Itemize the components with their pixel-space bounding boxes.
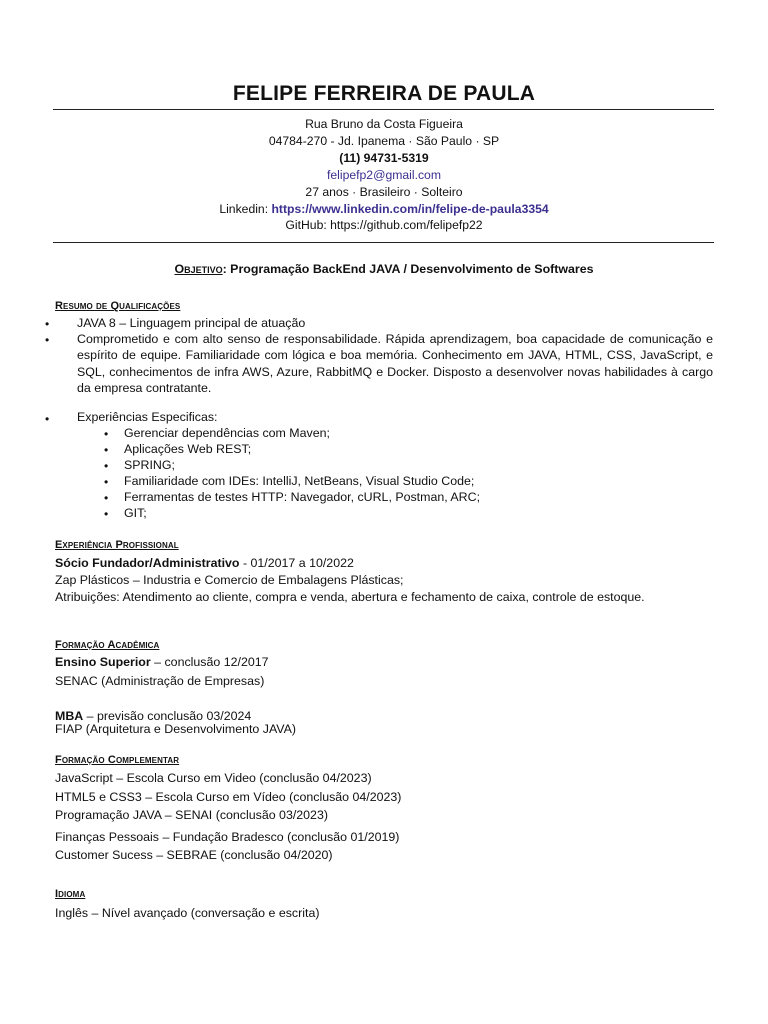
degree-status: – previsão conclusão 03/2024: [83, 709, 252, 723]
objective-text: : Programação BackEnd JAVA / Desenvolvimento de Softwares: [222, 262, 594, 276]
skill-item: Gerenciar dependências com Maven;: [124, 426, 330, 440]
degree-name: Ensino Superior: [55, 655, 151, 669]
bullet-icon: •: [104, 491, 109, 505]
candidate-name: FELIPE FERREIRA DE PAULA: [232, 82, 536, 105]
language-item: Inglês – Nível avançado (conversação e escrita): [55, 906, 320, 920]
bullet-icon: •: [104, 507, 109, 521]
personal-info: 27 anos · Brasileiro · Solteiro: [305, 184, 463, 199]
experience-duties: Atribuições: Atendimento ao cliente, compra e venda, abertura e fechamento de caixa, controle de estoque.: [55, 590, 645, 604]
github-line: GitHub: https://github.com/felipefp22: [285, 218, 483, 233]
phone-number: (11) 94731-5319: [339, 150, 429, 165]
skill-item: Familiaridade com IDEs: IntelliJ, NetBeans, Visual Studio Code;: [124, 474, 475, 488]
course-item: Finanças Pessoais – Fundação Bradesco (conclusão 01/2019): [55, 830, 400, 844]
degree-line: [55, 655, 269, 669]
bullet-icon: •: [104, 475, 109, 489]
course-item: Customer Sucess – SEBRAE (conclusão 04/2020): [55, 848, 333, 862]
course-item: Programação JAVA – SENAI (conclusão 03/2023): [55, 808, 328, 822]
linkedin-link[interactable]: https://www.linkedin.com/in/felipe-de-paula3354: [271, 201, 549, 216]
degree-status: – conclusão 12/2017: [150, 655, 269, 669]
course-item: HTML5 e CSS3 – Escola Curso em Vídeo (conclusão 04/2023): [55, 790, 402, 804]
degree-line: [55, 709, 251, 723]
qualification-item: JAVA 8 – Linguagem principal de atuação: [77, 316, 306, 330]
experience-role-line: [55, 556, 354, 570]
bullet-icon: •: [104, 427, 109, 441]
header-divider-bottom: [53, 242, 714, 243]
skill-item: Aplicações Web REST;: [124, 442, 252, 456]
experience-role: Sócio Fundador/Administrativo: [55, 556, 240, 570]
course-item: JavaScript – Escola Curso em Video (conclusão 04/2023): [55, 771, 372, 785]
objective-line: [0, 262, 768, 276]
degree-school: SENAC (Administração de Empresas): [55, 674, 265, 688]
courses-title: Formação Complementar: [55, 754, 180, 766]
education-title: Formação Acadêmica: [55, 639, 160, 651]
linkedin-label: Linkedin:: [219, 201, 272, 216]
email-link[interactable]: felipefp2@gmail.com: [327, 167, 441, 182]
bullet-icon: •: [104, 459, 109, 473]
language-title: Idioma: [55, 888, 86, 900]
degree-school: FIAP (Arquitetura e Desenvolvimento JAVA): [55, 722, 297, 736]
experience-company: Zap Plásticos – Industria e Comercio de Embalagens Plásticas;: [55, 573, 404, 587]
bullet-icon: •: [104, 443, 109, 457]
bullet-icon: •: [45, 412, 50, 426]
qualifications-title: Resumo de Qualificações: [55, 300, 181, 312]
qualification-summary: Comprometido e com alto senso de responsabilidade. Rápida aprendizagem, boa capacidade de comunicação e espírito de equipe. Familiaridade com lógica e boa memória. Conhecimento em JAVA, HTML, CSS, JavaScript, e SQL, conhecimentos de infra AWS, Azure, RabbitMQ e Docker. Disposto a desenvolver novas habilidades à cargo da empresa contratante.: [77, 332, 713, 396]
address-line-2: 04784-270 - Jd. Ipanema · São Paulo · SP: [268, 133, 500, 148]
bullet-icon: •: [45, 317, 50, 331]
experience-period: - 01/2017 a 10/2022: [239, 556, 354, 570]
skill-item: GIT;: [124, 506, 147, 520]
experience-title: Experiência Profissional: [55, 539, 179, 551]
degree-name: MBA: [55, 709, 84, 723]
header-divider-top: [53, 109, 714, 110]
skill-item: Ferramentas de testes HTTP: Navegador, cURL, Postman, ARC;: [124, 490, 481, 504]
linkedin-line: [0, 201, 768, 218]
address-line-1: Rua Bruno da Costa Figueira: [305, 117, 463, 131]
skill-item: SPRING;: [124, 458, 175, 472]
contact-block: [0, 116, 768, 234]
objective-label: Objetivo: [174, 262, 223, 276]
qualification-item: Experiências Especificas:: [77, 410, 218, 424]
bullet-icon: •: [45, 333, 50, 347]
